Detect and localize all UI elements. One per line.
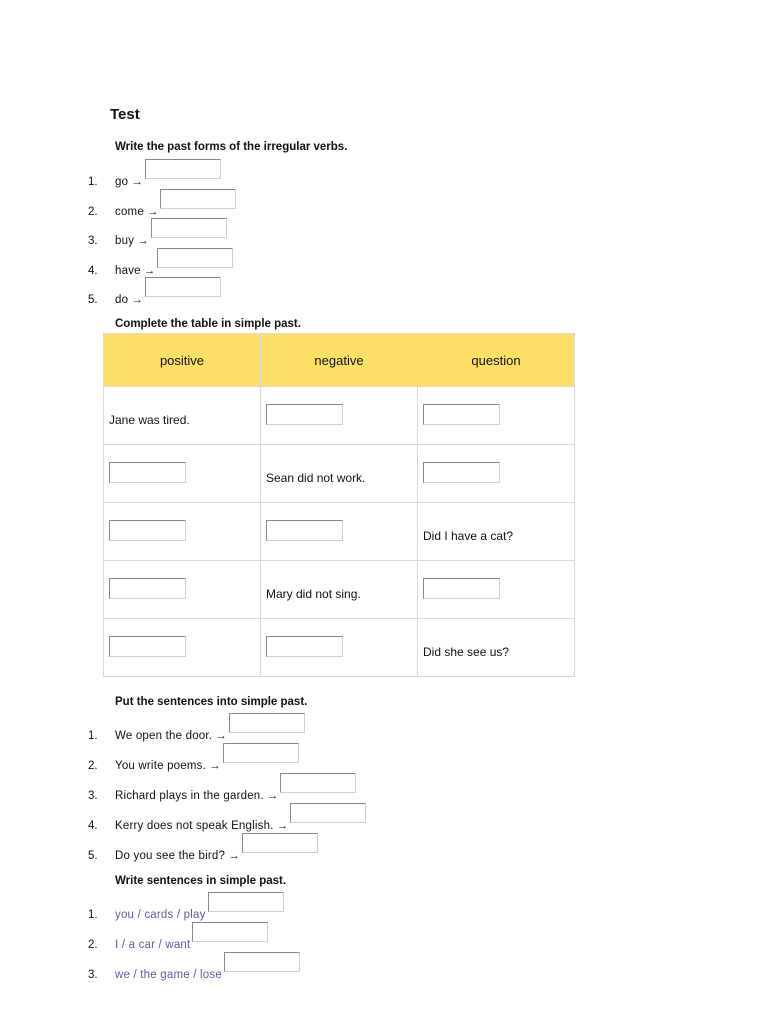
- answer-input[interactable]: [224, 952, 300, 972]
- section-heading-irregular-verbs: Write the past forms of the irregular verbs.: [115, 141, 348, 153]
- answer-input[interactable]: [109, 520, 186, 541]
- arrow-icon: →: [276, 820, 289, 832]
- item-number: 5.: [88, 850, 98, 862]
- verb-prompt: have: [115, 265, 141, 277]
- answer-input[interactable]: [229, 713, 305, 733]
- item-number: 3.: [88, 235, 98, 247]
- sentence-prompt: Richard plays in the garden.: [115, 790, 264, 802]
- table-cell: [104, 561, 261, 619]
- answer-input[interactable]: [266, 520, 343, 541]
- answer-input[interactable]: [423, 462, 500, 483]
- answer-input[interactable]: [145, 159, 221, 179]
- table-row: [104, 503, 575, 561]
- arrow-icon: →: [146, 206, 159, 218]
- sentence-prompt: Do you see the bird?: [115, 850, 226, 862]
- answer-input[interactable]: [280, 773, 356, 793]
- table-cell: [261, 561, 418, 619]
- column-header-positive: positive: [104, 334, 261, 387]
- table-header-row: [104, 334, 575, 387]
- item-number: 1.: [88, 730, 98, 742]
- answer-input[interactable]: [192, 922, 268, 942]
- item-number: 4.: [88, 265, 98, 277]
- cell-text: Mary did not sing.: [266, 587, 361, 601]
- list-item: [88, 840, 318, 862]
- answer-input[interactable]: [242, 833, 318, 853]
- list-item: [88, 196, 236, 218]
- sentence-prompt: You write poems.: [115, 760, 206, 772]
- table-cell: [261, 619, 418, 677]
- cell-text: Jane was tired.: [109, 413, 190, 427]
- list-item: [88, 810, 366, 832]
- item-number: 4.: [88, 820, 98, 832]
- simple-past-table: [103, 333, 575, 677]
- answer-input[interactable]: [290, 803, 366, 823]
- list-item: [88, 959, 300, 981]
- answer-input[interactable]: [157, 248, 233, 268]
- table-cell: [261, 445, 418, 503]
- column-header-question: question: [418, 334, 575, 387]
- table-cell: [418, 561, 575, 619]
- answer-input[interactable]: [109, 462, 186, 483]
- table-cell: [261, 387, 418, 445]
- word-prompt: we / the game / lose: [115, 969, 222, 981]
- column-header-negative: negative: [261, 334, 418, 387]
- answer-input[interactable]: [160, 189, 236, 209]
- verb-prompt: do: [115, 294, 129, 306]
- sentence-prompt: Kerry does not speak English.: [115, 820, 274, 832]
- page-title: Test: [110, 106, 140, 123]
- table-row: [104, 619, 575, 677]
- arrow-icon: →: [131, 294, 143, 306]
- item-number: 1.: [88, 909, 98, 921]
- cell-text: Sean did not work.: [266, 471, 366, 485]
- arrow-icon: →: [215, 730, 227, 742]
- section-heading-table: Complete the table in simple past.: [115, 318, 301, 330]
- table-row: [104, 561, 575, 619]
- list-item: [88, 166, 221, 188]
- word-prompt: you / cards / play: [115, 909, 206, 921]
- table-cell: [418, 619, 575, 677]
- item-number: 2.: [88, 760, 98, 772]
- table-cell: [104, 387, 261, 445]
- table-cell: [418, 445, 575, 503]
- item-number: 3.: [88, 969, 98, 981]
- list-item: [88, 720, 305, 742]
- item-number: 2.: [88, 939, 98, 951]
- arrow-icon: →: [209, 760, 221, 772]
- answer-input[interactable]: [145, 277, 221, 297]
- answer-input[interactable]: [109, 636, 186, 657]
- list-item: [88, 899, 284, 921]
- list-item: [88, 225, 227, 247]
- arrow-icon: →: [143, 265, 156, 277]
- answer-input[interactable]: [423, 578, 500, 599]
- answer-input[interactable]: [109, 578, 186, 599]
- cell-text: Did she see us?: [423, 645, 510, 659]
- list-item: [88, 750, 299, 772]
- sentence-prompt: We open the door.: [115, 730, 213, 742]
- verb-prompt: buy: [115, 235, 135, 247]
- answer-input[interactable]: [266, 636, 343, 657]
- answer-input[interactable]: [223, 743, 299, 763]
- table-cell: [104, 503, 261, 561]
- answer-input[interactable]: [266, 404, 343, 425]
- table-row: [104, 445, 575, 503]
- list-item: [88, 929, 268, 951]
- item-number: 3.: [88, 790, 98, 802]
- verb-prompt: go: [115, 176, 129, 188]
- list-item: [88, 284, 221, 306]
- arrow-icon: →: [131, 176, 143, 188]
- answer-input[interactable]: [151, 218, 227, 238]
- list-item: [88, 780, 356, 802]
- table-cell: [261, 503, 418, 561]
- arrow-icon: →: [228, 850, 240, 862]
- list-item: [88, 255, 233, 277]
- section-heading-write-sentences: Write sentences in simple past.: [115, 875, 287, 887]
- table-cell: [104, 445, 261, 503]
- cell-text: Did I have a cat?: [423, 529, 514, 543]
- verb-prompt: come: [115, 206, 144, 218]
- arrow-icon: →: [137, 235, 149, 247]
- item-number: 5.: [88, 294, 98, 306]
- item-number: 2.: [88, 206, 98, 218]
- table-cell: [418, 503, 575, 561]
- answer-input[interactable]: [208, 892, 284, 912]
- section-heading-sentences: Put the sentences into simple past.: [115, 696, 308, 708]
- table-cell: [104, 619, 261, 677]
- table-row: [104, 387, 575, 445]
- answer-input[interactable]: [423, 404, 500, 425]
- word-prompt: I / a car / want: [115, 939, 191, 951]
- item-number: 1.: [88, 176, 98, 188]
- table-cell: [418, 387, 575, 445]
- arrow-icon: →: [266, 790, 279, 802]
